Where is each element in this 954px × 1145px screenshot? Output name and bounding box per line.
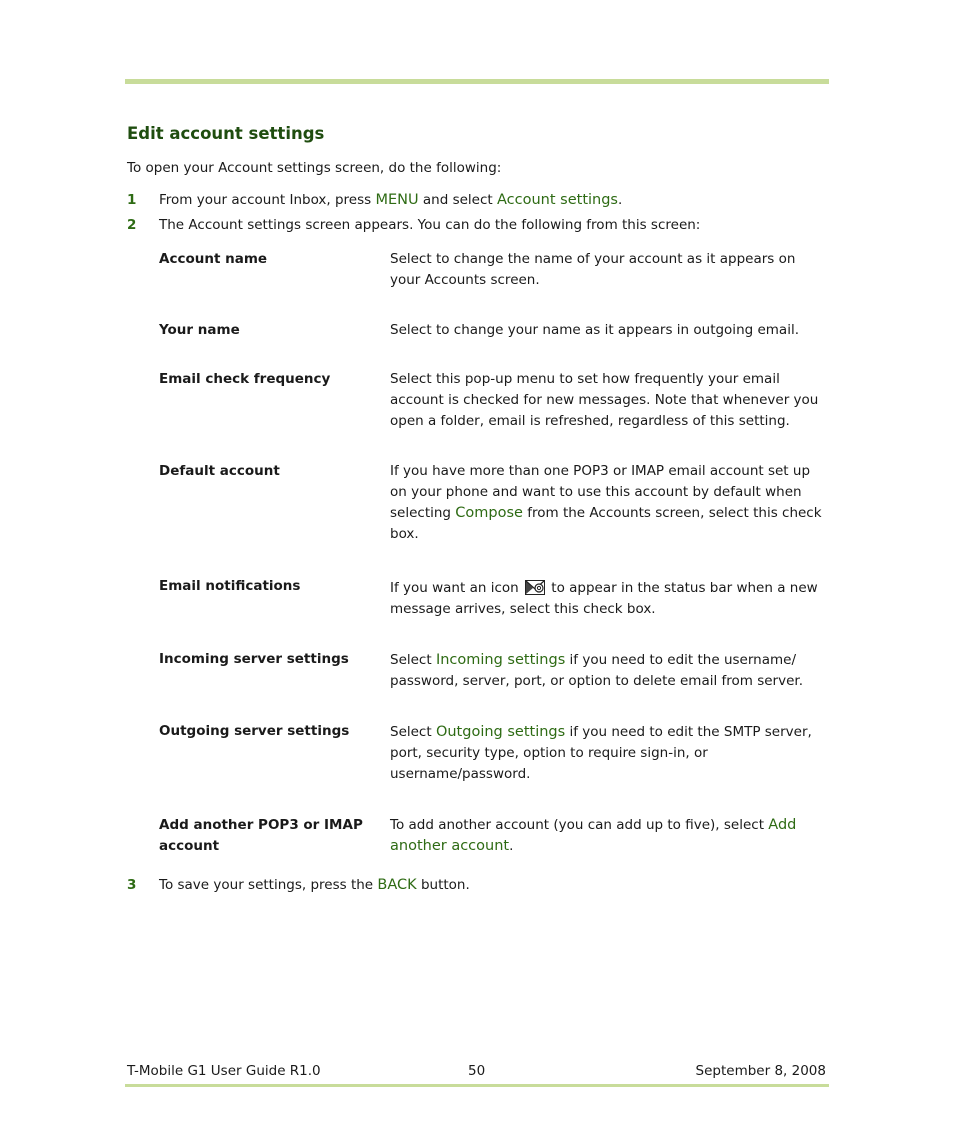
footer-doc-title: T-Mobile G1 User Guide R1.0 — [127, 1063, 321, 1079]
ui-term-outgoing-settings: Outgoing settings — [435, 724, 566, 740]
desc-outgoing-server-settings: Select Outgoing settings if you need to edit the SMTP server, port, security type, option to require sign-in, or username/password. — [390, 724, 812, 782]
desc-account-name: Select to change the name of your account as it appears on your Accounts screen. — [390, 251, 796, 288]
desc-your-name: Select to change your name as it appears in outgoing email. — [390, 322, 800, 338]
ui-term-compose: Compose — [455, 505, 523, 521]
desc-email-check-frequency: Select this pop-up menu to set how frequently your email account is checked for new messages. Note that whenever you open a folder, email is refreshed, regardless of this setting. — [390, 371, 819, 429]
step-3 — [127, 877, 827, 897]
term-email-check-frequency: Email check frequency — [159, 371, 331, 387]
desc-default-account: If you have more than one POP3 or IMAP email account set up on your phone and want to use this account by default when selecting Compose from the Accounts screen, select this check box. — [390, 463, 822, 542]
step-1 — [127, 192, 827, 212]
ui-term-account-settings: Account settings — [497, 192, 618, 208]
term-add-another-account: Add another POP3 or IMAP account — [159, 817, 363, 854]
email-notification-icon — [525, 580, 545, 595]
step-text: From your account Inbox, press MENU and select Account settings. — [159, 192, 623, 208]
step-number: 3 — [127, 877, 137, 893]
term-outgoing-server-settings: Outgoing server settings — [159, 723, 350, 739]
term-your-name: Your name — [159, 322, 240, 338]
step-2 — [127, 217, 827, 237]
header-rule — [125, 79, 829, 84]
ui-term-menu: MENU — [375, 192, 419, 208]
step-text: To save your settings, press the BACK button. — [159, 877, 470, 893]
footer-page-number: 50 — [468, 1063, 486, 1079]
term-incoming-server-settings: Incoming server settings — [159, 651, 349, 667]
ui-term-add-another-account: Add another account — [390, 817, 797, 854]
desc-incoming-server-settings: Select Incoming settings if you need to edit the username/ password, server, port, or option to delete email from server. — [390, 652, 804, 689]
footer-date: September 8, 2008 — [695, 1063, 826, 1079]
ui-term-incoming-settings: Incoming settings — [435, 652, 566, 668]
term-account-name: Account name — [159, 251, 268, 267]
section-title: Edit account settings — [127, 124, 325, 143]
desc-add-another-account: To add another account (you can add up to five), select Add another account. — [390, 817, 797, 854]
step-number: 2 — [127, 217, 137, 233]
intro-text: To open your Account settings screen, do the following: — [127, 160, 502, 176]
step-text: The Account settings screen appears. You can do the following from this screen: — [159, 217, 701, 233]
step-number: 1 — [127, 192, 137, 208]
term-default-account: Default account — [159, 463, 280, 479]
footer-rule — [125, 1084, 829, 1087]
term-email-notifications: Email notifications — [159, 578, 301, 594]
desc-email-notifications: If you want an icon to appear in the status bar when a new message arrives, select this check box. — [390, 580, 818, 617]
ui-term-back: BACK — [377, 877, 417, 893]
